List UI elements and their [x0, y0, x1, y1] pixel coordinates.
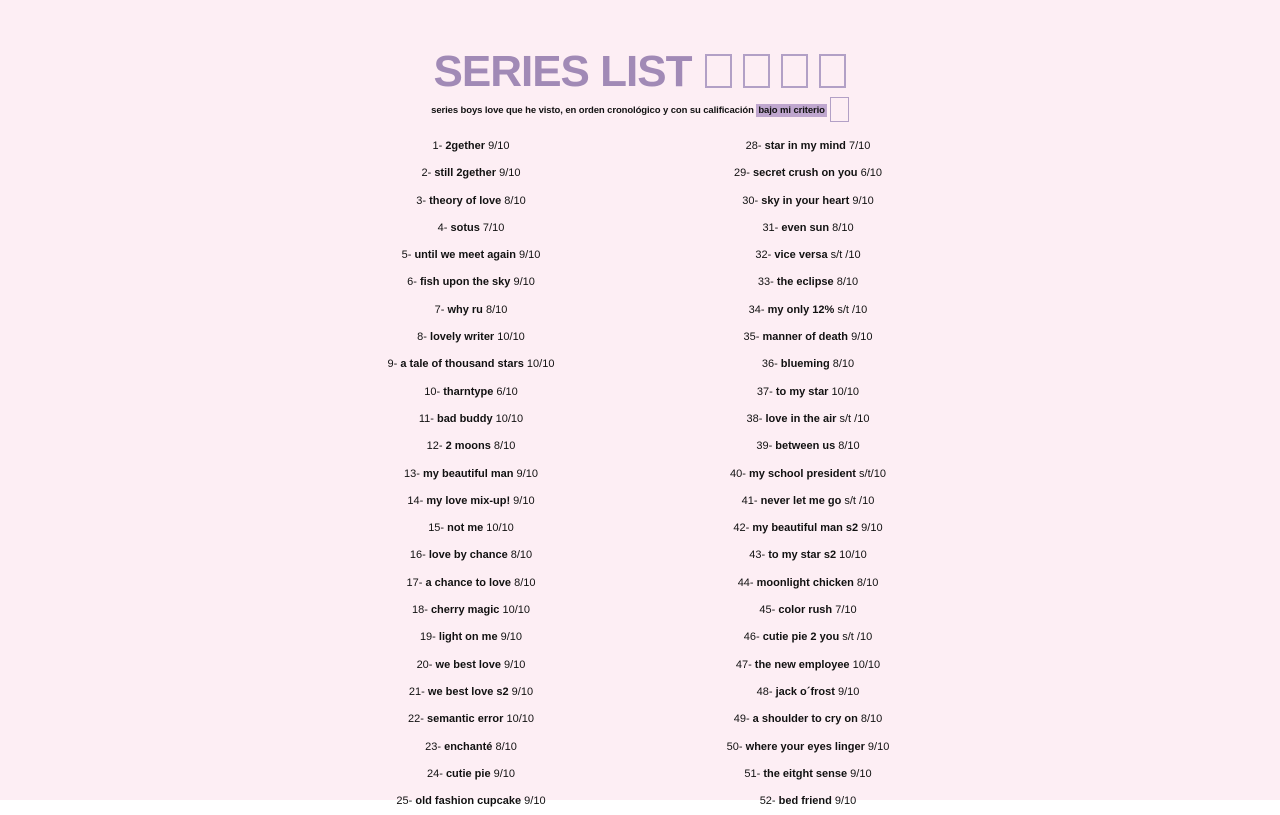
- series-item-title: cutie pie: [445, 767, 491, 780]
- series-item: [608, 406, 1008, 433]
- series-item-title: to my star s2: [768, 549, 837, 562]
- series-item: [608, 433, 1008, 460]
- series-item-rating: 9/10: [510, 276, 535, 289]
- series-item-title: fish upon the sky: [419, 276, 511, 289]
- series-item-title: the eclipse: [776, 276, 834, 289]
- series-item-rating: 8/10: [501, 194, 526, 207]
- series-item: [608, 597, 1008, 624]
- series-column-right: [608, 133, 1008, 815]
- series-item-rating: s/t /10: [841, 494, 875, 507]
- series-item-title: 2 moons: [445, 440, 491, 453]
- series-item-title: vice versa: [774, 249, 828, 262]
- series-item-title: my beautiful man s2: [752, 522, 859, 535]
- series-item-title: old fashion cupcake: [415, 795, 522, 808]
- series-item-rating: 9/10: [496, 167, 521, 180]
- series-item-number: 30-: [742, 194, 762, 207]
- series-item-title: love in the air: [765, 412, 837, 425]
- series-item-title: lovely writer: [430, 331, 495, 344]
- series-item-rating: 10/10: [494, 331, 525, 344]
- missing-glyph-boxes: [705, 54, 846, 88]
- series-item-rating: 8/10: [853, 576, 879, 589]
- series-item-title: not me: [447, 522, 484, 535]
- series-item-rating: 9/10: [847, 767, 872, 780]
- series-item-title: love by chance: [428, 549, 508, 562]
- series-item-number: 45-: [759, 604, 779, 617]
- series-item: [608, 706, 1008, 733]
- series-item-title: my love mix-up!: [426, 494, 511, 507]
- series-item-number: 36-: [761, 358, 781, 371]
- series-item-number: 7-: [434, 303, 448, 316]
- missing-glyph-box-icon: [819, 54, 846, 88]
- series-item-number: 13-: [404, 467, 424, 480]
- series-item-title: sotus: [450, 221, 480, 234]
- series-item-title: bad buddy: [436, 412, 493, 425]
- series-item-rating: 9/10: [858, 522, 883, 535]
- series-item-rating: 10/10: [499, 604, 531, 617]
- series-item-title: star in my mind: [764, 140, 846, 152]
- series-item-rating: 9/10: [510, 494, 535, 507]
- series-item-title: my beautiful man: [423, 467, 514, 480]
- series-item-number: 11-: [418, 412, 437, 425]
- series-item-number: 22-: [408, 713, 427, 726]
- series-item-title: jack o´frost: [775, 685, 835, 698]
- series-item-rating: 7/10: [845, 140, 871, 152]
- series-item-title: the new employee: [754, 658, 850, 671]
- series-item-title: a shoulder to cry on: [752, 713, 858, 726]
- series-item-number: 1-: [432, 140, 446, 152]
- series-item: [608, 679, 1008, 706]
- series-item: [608, 488, 1008, 515]
- series-item-number: 34-: [748, 303, 768, 316]
- series-item-title: even sun: [781, 221, 830, 234]
- series-item-title: manner of death: [762, 331, 849, 344]
- series-item: [608, 461, 1008, 488]
- series-item-rating: 9/10: [864, 740, 890, 753]
- series-item: [608, 215, 1008, 242]
- series-item-number: 20-: [416, 658, 436, 671]
- series-item-title: bed friend: [778, 795, 832, 808]
- series-item-rating: 8/10: [835, 440, 860, 453]
- series-item: [608, 160, 1008, 187]
- series-item-title: enchanté: [444, 740, 493, 753]
- series-item-number: 32-: [755, 249, 775, 262]
- series-item-rating: 9/10: [497, 631, 523, 644]
- series-item-number: 35-: [743, 331, 763, 344]
- series-item-rating: s/t/10: [855, 467, 886, 480]
- series-item-title: light on me: [438, 631, 498, 644]
- series-item-rating: 10/10: [483, 522, 514, 535]
- series-item-rating: 8/10: [829, 358, 855, 371]
- series-item-number: 51-: [744, 767, 764, 780]
- series-item-number: 15-: [428, 522, 448, 535]
- series-item-rating: s/t /10: [834, 303, 868, 316]
- series-item-number: 23-: [425, 740, 445, 753]
- series-item: [608, 324, 1008, 351]
- series-item-rating: 7/10: [479, 221, 505, 234]
- series-item-number: 43-: [749, 549, 769, 562]
- series-item-rating: 8/10: [490, 440, 516, 453]
- series-item-title: to my star: [775, 385, 829, 398]
- series-item: [608, 133, 1008, 160]
- series-item-title: never let me go: [760, 494, 842, 507]
- series-item-number: 33-: [757, 276, 777, 289]
- series-item-rating: s/t /10: [836, 412, 870, 425]
- series-item-number: 40-: [730, 467, 749, 480]
- series-item-rating: 6/10: [493, 385, 518, 398]
- missing-glyph-box-icon: [705, 54, 732, 88]
- series-item-title: until we meet again: [414, 249, 516, 262]
- series-item-rating: 10/10: [849, 658, 881, 671]
- series-item-title: between us: [775, 440, 836, 453]
- missing-glyph-box-icon: [830, 97, 849, 122]
- series-item: [608, 379, 1008, 406]
- series-item-number: 18-: [411, 604, 431, 617]
- series-item-title: my school president: [749, 467, 856, 480]
- series-item-number: 3-: [416, 194, 430, 207]
- series-item-rating: s/t /10: [827, 249, 861, 262]
- page-title: SERIES LIST: [433, 47, 692, 96]
- series-item-title: where your eyes linger: [745, 740, 865, 753]
- series-item-rating: 9/10: [831, 795, 857, 808]
- series-item-title: sky in your heart: [761, 194, 850, 207]
- series-item-number: 38-: [746, 412, 766, 425]
- series-item-rating: 8/10: [482, 303, 508, 316]
- series-item: [608, 788, 1008, 815]
- series-item-number: 29-: [734, 167, 753, 180]
- series-item-title: moonlight chicken: [756, 576, 854, 589]
- series-item-title: we best love: [435, 658, 501, 671]
- series-item-rating: 10/10: [492, 412, 524, 425]
- series-item-title: the eitght sense: [763, 767, 848, 780]
- series-item: [608, 269, 1008, 296]
- series-item-number: 5-: [401, 249, 415, 262]
- series-item: [608, 188, 1008, 215]
- series-item-title: we best love s2: [427, 685, 509, 698]
- series-item-rating: 10/10: [828, 385, 860, 398]
- series-item-number: 41-: [741, 494, 761, 507]
- series-item-rating: 9/10: [490, 767, 516, 780]
- series-item-rating: 9/10: [485, 140, 510, 152]
- series-item-number: 47-: [735, 658, 755, 671]
- series-item-title: color rush: [778, 604, 833, 617]
- series-item-number: 31-: [762, 221, 782, 234]
- series-item-rating: 10/10: [503, 713, 534, 726]
- series-item: [608, 624, 1008, 651]
- series-item: [608, 242, 1008, 269]
- series-item-title: cherry magic: [430, 604, 500, 617]
- series-item-title: why ru: [447, 303, 483, 316]
- series-item-rating: 9/10: [849, 194, 874, 207]
- series-item: [608, 515, 1008, 542]
- series-item-number: 50-: [726, 740, 746, 753]
- series-item-rating: 8/10: [511, 576, 536, 589]
- missing-glyph-box-icon: [743, 54, 770, 88]
- series-item-number: 49-: [733, 713, 753, 726]
- series-item-title: theory of love: [429, 194, 502, 207]
- subtitle: [0, 97, 1280, 122]
- series-item-number: 4-: [437, 221, 451, 234]
- missing-glyph-box-icon: [781, 54, 808, 88]
- series-item-rating: s/t /10: [839, 631, 873, 644]
- series-item-title: my only 12%: [767, 303, 835, 316]
- series-item-number: 8-: [417, 331, 431, 344]
- series-item-rating: 8/10: [507, 549, 533, 562]
- series-item-rating: 8/10: [833, 276, 859, 289]
- series-item: [608, 734, 1008, 761]
- series-item-title: a tale of thousand stars: [400, 358, 524, 371]
- series-item-number: 6-: [407, 276, 420, 289]
- series-item-rating: 8/10: [829, 221, 854, 234]
- series-item-rating: 9/10: [513, 467, 538, 480]
- series-item-title: cutie pie 2 you: [762, 631, 840, 644]
- series-item-number: 19-: [419, 631, 439, 644]
- series-item-number: 52-: [759, 795, 779, 808]
- series-item: [608, 542, 1008, 569]
- series-item-number: 14-: [407, 494, 427, 507]
- series-item-title: semantic error: [426, 713, 504, 726]
- series-item-number: 48-: [756, 685, 776, 698]
- series-item-rating: 10/10: [836, 549, 867, 562]
- series-item-number: 17-: [406, 576, 426, 589]
- series-item-number: 21-: [408, 685, 428, 698]
- series-item-number: 28-: [745, 140, 765, 152]
- series-item-rating: 9/10: [515, 249, 541, 262]
- series-item-rating: 7/10: [832, 604, 857, 617]
- series-item-rating: 9/10: [834, 685, 860, 698]
- series-item-number: 42-: [733, 522, 753, 535]
- series-item: [608, 570, 1008, 597]
- series-item-number: 37-: [756, 385, 776, 398]
- series-item-number: 46-: [743, 631, 763, 644]
- series-item-number: 24-: [426, 767, 446, 780]
- series-item-rating: 9/10: [508, 685, 534, 698]
- series-item-number: 39-: [756, 440, 776, 453]
- series-item-number: 9-: [387, 358, 401, 371]
- series-item-title: still 2gether: [434, 167, 497, 180]
- series-item-rating: 10/10: [523, 358, 555, 371]
- series-item-rating: 8/10: [492, 740, 517, 753]
- series-item-title: blueming: [780, 358, 830, 371]
- series-item-number: 16-: [409, 549, 429, 562]
- subtitle-text: series boys love que he visto, en orden cronológico y con su calificación: [431, 105, 757, 116]
- series-item: [608, 297, 1008, 324]
- series-item-number: 12-: [426, 440, 446, 453]
- series-item-title: 2gether: [445, 140, 486, 152]
- series-item-title: tharntype: [443, 385, 494, 398]
- series-item-number: 10-: [424, 385, 444, 398]
- series-item: [608, 351, 1008, 378]
- series-item-rating: 6/10: [857, 167, 882, 180]
- subtitle-highlight: bajo mi criterio: [758, 105, 825, 116]
- series-item-number: 25-: [396, 795, 416, 808]
- series-item-number: 44-: [737, 576, 757, 589]
- series-item: [608, 652, 1008, 679]
- series-item-rating: 9/10: [500, 658, 526, 671]
- series-item-title: secret crush on you: [752, 167, 858, 180]
- series-item-number: 2-: [421, 167, 435, 180]
- series-item-title: a chance to love: [425, 576, 512, 589]
- series-item: [608, 761, 1008, 788]
- series-item-rating: 9/10: [848, 331, 873, 344]
- series-item-rating: 9/10: [521, 795, 546, 808]
- header: [0, 47, 1280, 96]
- series-item-rating: 8/10: [857, 713, 883, 726]
